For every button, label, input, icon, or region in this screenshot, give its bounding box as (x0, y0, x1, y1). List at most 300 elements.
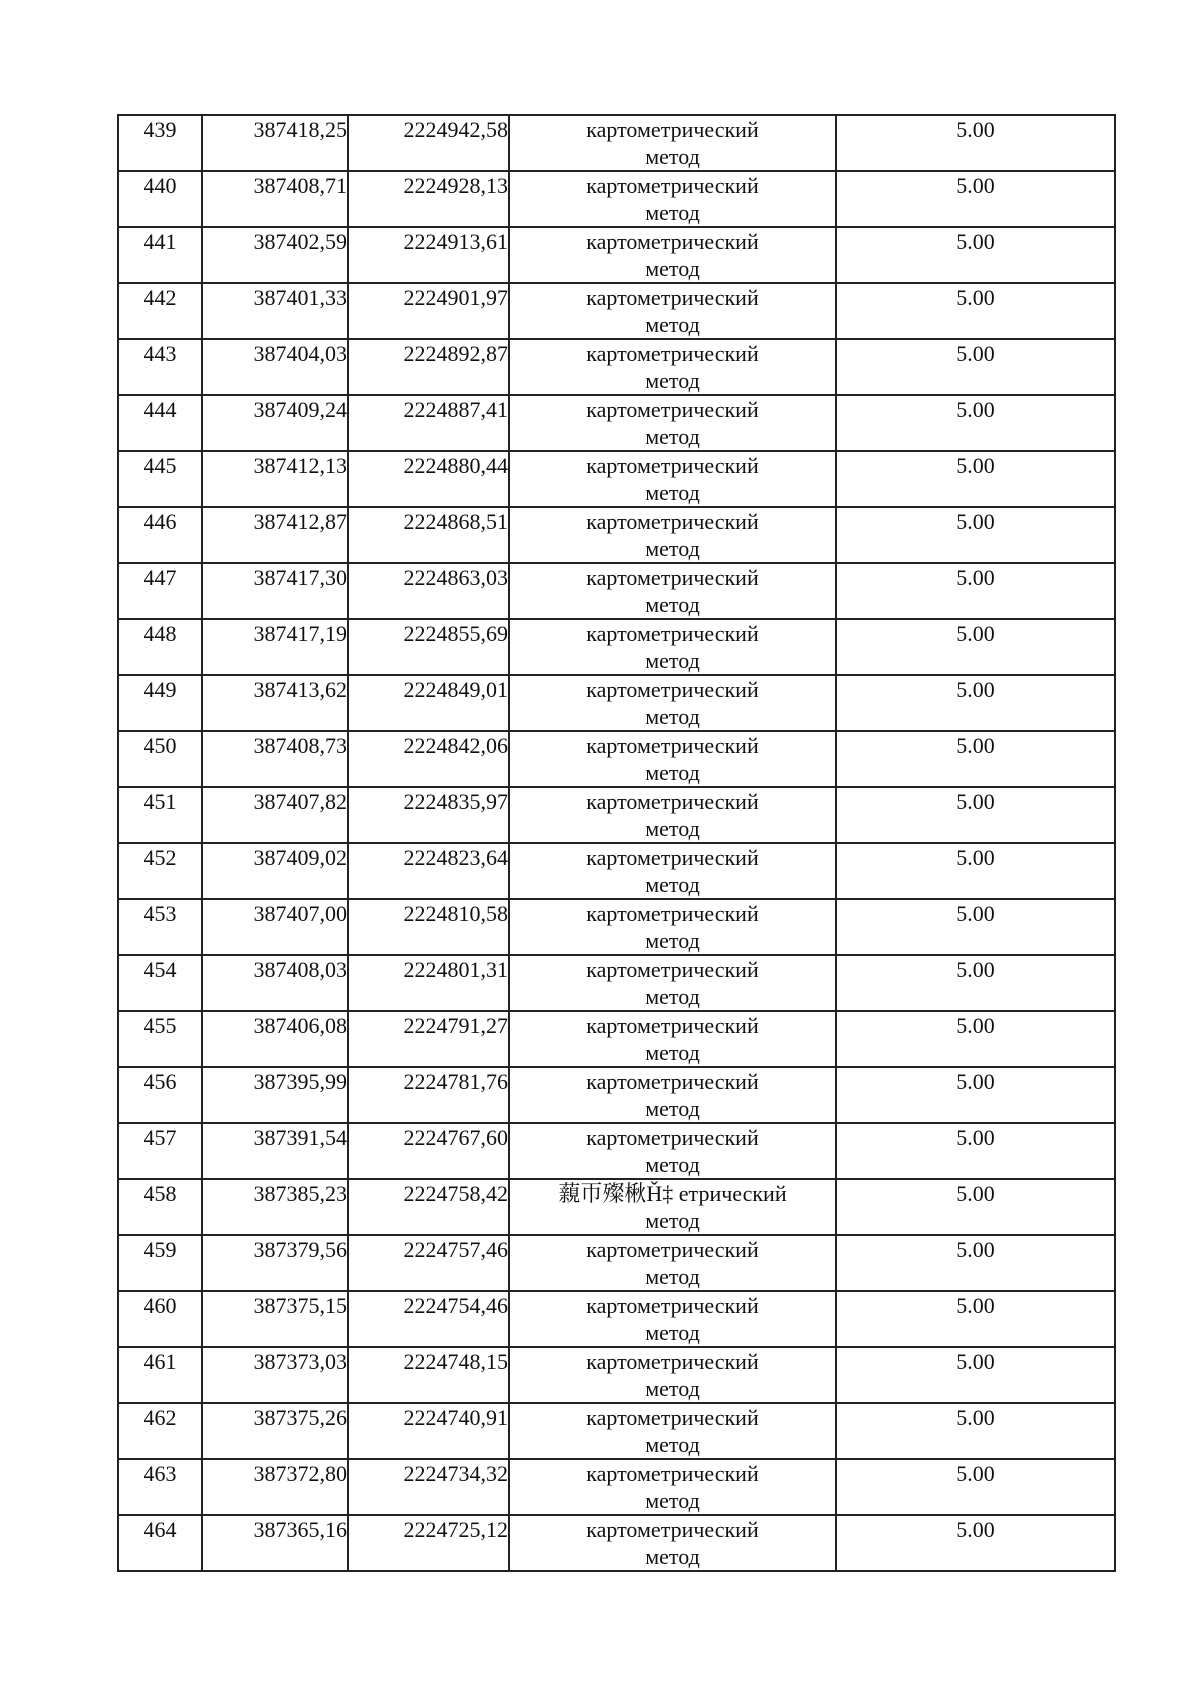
y-coordinate-cell (348, 1403, 509, 1459)
y-coordinate-text: 2224835,97 (403, 789, 508, 814)
method-text: картометрический (586, 229, 759, 254)
point-number-cell (118, 339, 202, 395)
point-number-cell (118, 507, 202, 563)
accuracy-text: 5.00 (956, 229, 995, 254)
accuracy-text: 5.00 (956, 1293, 995, 1318)
y-coordinate-text: 2224880,44 (403, 453, 508, 478)
method-text: картометрический (586, 957, 759, 982)
accuracy-text: 5.00 (956, 1461, 995, 1486)
x-coordinate-text: 387365,16 (253, 1517, 347, 1542)
method-text: метод (645, 144, 700, 169)
point-number-text: 448 (143, 621, 177, 646)
y-coordinate-cell (348, 339, 509, 395)
x-coordinate-cell (202, 955, 348, 1011)
method-text: метод (645, 1544, 700, 1569)
accuracy-text: 5.00 (956, 789, 995, 814)
method-text: картометрический (586, 509, 759, 534)
point-number-text: 457 (143, 1125, 177, 1150)
x-coordinate-text: 387401,33 (253, 285, 347, 310)
method-text: метод (645, 760, 700, 785)
x-coordinate-cell (202, 507, 348, 563)
point-number-text: 441 (143, 229, 177, 254)
accuracy-cell (836, 1011, 1115, 1067)
point-number-cell (118, 1235, 202, 1291)
table-body (118, 115, 1115, 1571)
accuracy-cell (836, 619, 1115, 675)
point-number-text: 444 (143, 397, 177, 422)
point-number-text: 460 (143, 1293, 177, 1318)
method-cell (509, 955, 836, 1011)
point-number-cell (118, 843, 202, 899)
x-coordinate-cell (202, 171, 348, 227)
table-row (118, 115, 1115, 171)
point-number-cell (118, 1011, 202, 1067)
x-coordinate-text: 387418,25 (253, 117, 347, 142)
point-number-cell (118, 899, 202, 955)
point-number-text: 464 (143, 1517, 177, 1542)
method-text: картометрический (586, 845, 759, 870)
x-coordinate-cell (202, 899, 348, 955)
x-coordinate-text: 387408,03 (253, 957, 347, 982)
method-text: картометрический (586, 1349, 759, 1374)
table-row (118, 899, 1115, 955)
point-number-text: 458 (143, 1181, 177, 1206)
x-coordinate-cell (202, 1403, 348, 1459)
x-coordinate-cell (202, 1347, 348, 1403)
point-number-cell (118, 1403, 202, 1459)
point-number-cell (118, 1347, 202, 1403)
y-coordinate-cell (348, 675, 509, 731)
accuracy-text: 5.00 (956, 845, 995, 870)
method-cell (509, 507, 836, 563)
x-coordinate-text: 387402,59 (253, 229, 347, 254)
point-number-cell (118, 787, 202, 843)
y-coordinate-cell (348, 731, 509, 787)
y-coordinate-text: 2224791,27 (403, 1013, 508, 1038)
point-number-cell (118, 227, 202, 283)
accuracy-text: 5.00 (956, 901, 995, 926)
method-text: метод (645, 1376, 700, 1401)
y-coordinate-cell (348, 563, 509, 619)
accuracy-cell (836, 675, 1115, 731)
x-coordinate-cell (202, 563, 348, 619)
method-text: картометрический (586, 733, 759, 758)
y-coordinate-cell (348, 227, 509, 283)
table-row (118, 395, 1115, 451)
accuracy-cell (836, 787, 1115, 843)
y-coordinate-text: 2224901,97 (403, 285, 508, 310)
point-number-cell (118, 619, 202, 675)
method-cell (509, 899, 836, 955)
x-coordinate-cell (202, 1179, 348, 1235)
point-number-cell (118, 1067, 202, 1123)
accuracy-cell (836, 1347, 1115, 1403)
method-text: метод (645, 648, 700, 673)
point-number-text: 443 (143, 341, 177, 366)
y-coordinate-cell (348, 787, 509, 843)
point-number-cell (118, 1179, 202, 1235)
method-text: картометрический (586, 789, 759, 814)
method-cell (509, 1459, 836, 1515)
y-coordinate-text: 2224942,58 (403, 117, 508, 142)
point-number-cell (118, 1459, 202, 1515)
y-coordinate-cell (348, 1067, 509, 1123)
method-cell (509, 1123, 836, 1179)
y-coordinate-cell (348, 899, 509, 955)
accuracy-cell (836, 1403, 1115, 1459)
method-cell (509, 1179, 836, 1235)
x-coordinate-text: 387412,87 (253, 509, 347, 534)
method-cell (509, 1515, 836, 1571)
method-cell (509, 1347, 836, 1403)
x-coordinate-text: 387417,30 (253, 565, 347, 590)
y-coordinate-text: 2224725,12 (403, 1517, 508, 1542)
table-row (118, 955, 1115, 1011)
method-cell (509, 1011, 836, 1067)
method-text: метод (645, 872, 700, 897)
y-coordinate-text: 2224892,87 (403, 341, 508, 366)
accuracy-cell (836, 899, 1115, 955)
y-coordinate-text: 2224754,46 (403, 1293, 508, 1318)
method-text: метод (645, 984, 700, 1009)
method-text: метод (645, 1152, 700, 1177)
accuracy-text: 5.00 (956, 117, 995, 142)
x-coordinate-text: 387407,00 (253, 901, 347, 926)
method-text: картометрический (586, 1237, 759, 1262)
x-coordinate-cell (202, 675, 348, 731)
accuracy-cell (836, 395, 1115, 451)
table-row (118, 451, 1115, 507)
y-coordinate-cell (348, 1347, 509, 1403)
method-cell (509, 1291, 836, 1347)
method-text: картометрический (586, 1517, 759, 1542)
point-number-text: 439 (143, 117, 177, 142)
y-coordinate-text: 2224823,64 (403, 845, 508, 870)
accuracy-text: 5.00 (956, 565, 995, 590)
method-text: метод (645, 1320, 700, 1345)
accuracy-cell (836, 955, 1115, 1011)
table-row (118, 1011, 1115, 1067)
y-coordinate-text: 2224767,60 (403, 1125, 508, 1150)
x-coordinate-text: 387412,13 (253, 453, 347, 478)
y-coordinate-cell (348, 507, 509, 563)
coordinates-table (117, 114, 1116, 1572)
accuracy-cell (836, 1179, 1115, 1235)
method-text: картометрический (586, 1405, 759, 1430)
method-text: картометрический (586, 677, 759, 702)
table-row (118, 1515, 1115, 1571)
point-number-cell (118, 1515, 202, 1571)
y-coordinate-cell (348, 1291, 509, 1347)
table-row (118, 1347, 1115, 1403)
table-row (118, 1179, 1115, 1235)
table-row (118, 1459, 1115, 1515)
y-coordinate-text: 2224781,76 (403, 1069, 508, 1094)
method-cell (509, 451, 836, 507)
method-cell (509, 171, 836, 227)
x-coordinate-text: 387406,08 (253, 1013, 347, 1038)
method-text: метод (645, 200, 700, 225)
y-coordinate-text: 2224913,61 (403, 229, 508, 254)
point-number-text: 456 (143, 1069, 177, 1094)
accuracy-cell (836, 1291, 1115, 1347)
method-text: картометрический (586, 173, 759, 198)
point-number-text: 453 (143, 901, 177, 926)
method-cell (509, 339, 836, 395)
table-row (118, 731, 1115, 787)
x-coordinate-text: 387375,15 (253, 1293, 347, 1318)
accuracy-cell (836, 843, 1115, 899)
method-text: метод (645, 704, 700, 729)
point-number-text: 449 (143, 677, 177, 702)
y-coordinate-text: 2224801,31 (403, 957, 508, 982)
x-coordinate-cell (202, 395, 348, 451)
accuracy-text: 5.00 (956, 397, 995, 422)
accuracy-cell (836, 1123, 1115, 1179)
method-cell (509, 675, 836, 731)
point-number-text: 445 (143, 453, 177, 478)
point-number-cell (118, 955, 202, 1011)
x-coordinate-cell (202, 283, 348, 339)
table-row (118, 1403, 1115, 1459)
y-coordinate-text: 2224887,41 (403, 397, 508, 422)
point-number-text: 451 (143, 789, 177, 814)
method-text: картометрический (586, 901, 759, 926)
method-cell (509, 563, 836, 619)
point-number-cell (118, 115, 202, 171)
point-number-text: 447 (143, 565, 177, 590)
method-cell (509, 227, 836, 283)
accuracy-text: 5.00 (956, 1349, 995, 1374)
y-coordinate-cell (348, 451, 509, 507)
method-cell (509, 843, 836, 899)
y-coordinate-cell (348, 619, 509, 675)
method-cell (509, 283, 836, 339)
point-number-text: 446 (143, 509, 177, 534)
method-text: метод (645, 1264, 700, 1289)
point-number-text: 461 (143, 1349, 177, 1374)
x-coordinate-text: 387409,02 (253, 845, 347, 870)
accuracy-text: 5.00 (956, 957, 995, 982)
point-number-text: 450 (143, 733, 177, 758)
method-text: картометрический (586, 1293, 759, 1318)
method-text: метод (645, 312, 700, 337)
method-text: 藽帀殩楸Ȟ‡ етрический (558, 1181, 787, 1206)
method-text: картометрический (586, 453, 759, 478)
table-row (118, 1235, 1115, 1291)
y-coordinate-cell (348, 1179, 509, 1235)
accuracy-text: 5.00 (956, 285, 995, 310)
method-text: картометрический (586, 341, 759, 366)
accuracy-cell (836, 1067, 1115, 1123)
x-coordinate-cell (202, 1235, 348, 1291)
x-coordinate-cell (202, 1123, 348, 1179)
table-row (118, 563, 1115, 619)
table-row (118, 227, 1115, 283)
y-coordinate-text: 2224855,69 (403, 621, 508, 646)
y-coordinate-cell (348, 1123, 509, 1179)
table-row (118, 787, 1115, 843)
x-coordinate-text: 387372,80 (253, 1461, 347, 1486)
table-row (118, 675, 1115, 731)
method-text: метод (645, 256, 700, 281)
x-coordinate-cell (202, 731, 348, 787)
accuracy-cell (836, 171, 1115, 227)
method-text: метод (645, 1040, 700, 1065)
point-number-text: 459 (143, 1237, 177, 1262)
accuracy-cell (836, 227, 1115, 283)
x-coordinate-cell (202, 619, 348, 675)
method-text: картометрический (586, 621, 759, 646)
x-coordinate-cell (202, 115, 348, 171)
accuracy-cell (836, 339, 1115, 395)
y-coordinate-text: 2224849,01 (403, 677, 508, 702)
method-text: метод (645, 928, 700, 953)
y-coordinate-cell (348, 283, 509, 339)
x-coordinate-text: 387404,03 (253, 341, 347, 366)
x-coordinate-cell (202, 1011, 348, 1067)
accuracy-cell (836, 1459, 1115, 1515)
accuracy-text: 5.00 (956, 1405, 995, 1430)
method-text: картометрический (586, 285, 759, 310)
accuracy-cell (836, 283, 1115, 339)
point-number-text: 454 (143, 957, 177, 982)
accuracy-cell (836, 115, 1115, 171)
method-cell (509, 115, 836, 171)
point-number-text: 455 (143, 1013, 177, 1038)
method-text: метод (645, 1432, 700, 1457)
method-text: метод (645, 816, 700, 841)
y-coordinate-text: 2224757,46 (403, 1237, 508, 1262)
table-row (118, 1123, 1115, 1179)
point-number-cell (118, 171, 202, 227)
accuracy-text: 5.00 (956, 677, 995, 702)
point-number-cell (118, 395, 202, 451)
point-number-cell (118, 1123, 202, 1179)
accuracy-cell (836, 451, 1115, 507)
y-coordinate-cell (348, 395, 509, 451)
method-cell (509, 787, 836, 843)
accuracy-cell (836, 1515, 1115, 1571)
y-coordinate-cell (348, 171, 509, 227)
y-coordinate-text: 2224810,58 (403, 901, 508, 926)
x-coordinate-cell (202, 451, 348, 507)
x-coordinate-text: 387375,26 (253, 1405, 347, 1430)
y-coordinate-text: 2224740,91 (403, 1405, 508, 1430)
point-number-cell (118, 563, 202, 619)
y-coordinate-cell (348, 955, 509, 1011)
method-text: картометрический (586, 397, 759, 422)
method-text: метод (645, 424, 700, 449)
y-coordinate-text: 2224758,42 (403, 1181, 508, 1206)
method-cell (509, 1067, 836, 1123)
method-text: метод (645, 368, 700, 393)
table-row (118, 843, 1115, 899)
method-text: картометрический (586, 565, 759, 590)
point-number-text: 440 (143, 173, 177, 198)
y-coordinate-text: 2224863,03 (403, 565, 508, 590)
accuracy-text: 5.00 (956, 453, 995, 478)
method-text: метод (645, 480, 700, 505)
accuracy-text: 5.00 (956, 341, 995, 366)
x-coordinate-text: 387408,73 (253, 733, 347, 758)
x-coordinate-text: 387407,82 (253, 789, 347, 814)
method-text: метод (645, 536, 700, 561)
y-coordinate-cell (348, 1515, 509, 1571)
x-coordinate-cell (202, 1291, 348, 1347)
accuracy-cell (836, 563, 1115, 619)
x-coordinate-cell (202, 843, 348, 899)
point-number-text: 462 (143, 1405, 177, 1430)
method-text: картометрический (586, 117, 759, 142)
table-row (118, 507, 1115, 563)
method-cell (509, 395, 836, 451)
y-coordinate-text: 2224868,51 (403, 509, 508, 534)
y-coordinate-cell (348, 1459, 509, 1515)
point-number-cell (118, 451, 202, 507)
x-coordinate-text: 387385,23 (253, 1181, 347, 1206)
table-row (118, 619, 1115, 675)
point-number-cell (118, 283, 202, 339)
x-coordinate-cell (202, 787, 348, 843)
table-row (118, 339, 1115, 395)
accuracy-text: 5.00 (956, 1069, 995, 1094)
x-coordinate-text: 387391,54 (253, 1125, 347, 1150)
accuracy-cell (836, 507, 1115, 563)
accuracy-text: 5.00 (956, 1125, 995, 1150)
point-number-text: 442 (143, 285, 177, 310)
method-text: картометрический (586, 1069, 759, 1094)
y-coordinate-text: 2224842,06 (403, 733, 508, 758)
point-number-cell (118, 1291, 202, 1347)
accuracy-text: 5.00 (956, 621, 995, 646)
point-number-cell (118, 731, 202, 787)
method-cell (509, 731, 836, 787)
method-text: картометрический (586, 1125, 759, 1150)
y-coordinate-cell (348, 843, 509, 899)
point-number-cell (118, 675, 202, 731)
x-coordinate-text: 387409,24 (253, 397, 347, 422)
method-cell (509, 619, 836, 675)
y-coordinate-text: 2224748,15 (403, 1349, 508, 1374)
table-row (118, 283, 1115, 339)
x-coordinate-text: 387395,99 (253, 1069, 347, 1094)
method-text: метод (645, 1488, 700, 1513)
point-number-text: 463 (143, 1461, 177, 1486)
method-text: картометрический (586, 1013, 759, 1038)
accuracy-text: 5.00 (956, 1181, 995, 1206)
x-coordinate-text: 387413,62 (253, 677, 347, 702)
y-coordinate-cell (348, 1011, 509, 1067)
y-coordinate-text: 2224928,13 (403, 173, 508, 198)
x-coordinate-cell (202, 1067, 348, 1123)
accuracy-text: 5.00 (956, 173, 995, 198)
method-cell (509, 1403, 836, 1459)
method-text: метод (645, 1208, 700, 1233)
x-coordinate-cell (202, 227, 348, 283)
accuracy-text: 5.00 (956, 1013, 995, 1038)
method-text: метод (645, 1096, 700, 1121)
x-coordinate-cell (202, 1515, 348, 1571)
accuracy-text: 5.00 (956, 1237, 995, 1262)
x-coordinate-cell (202, 1459, 348, 1515)
y-coordinate-cell (348, 1235, 509, 1291)
x-coordinate-text: 387408,71 (253, 173, 347, 198)
method-text: метод (645, 592, 700, 617)
x-coordinate-text: 387373,03 (253, 1349, 347, 1374)
accuracy-text: 5.00 (956, 509, 995, 534)
x-coordinate-cell (202, 339, 348, 395)
